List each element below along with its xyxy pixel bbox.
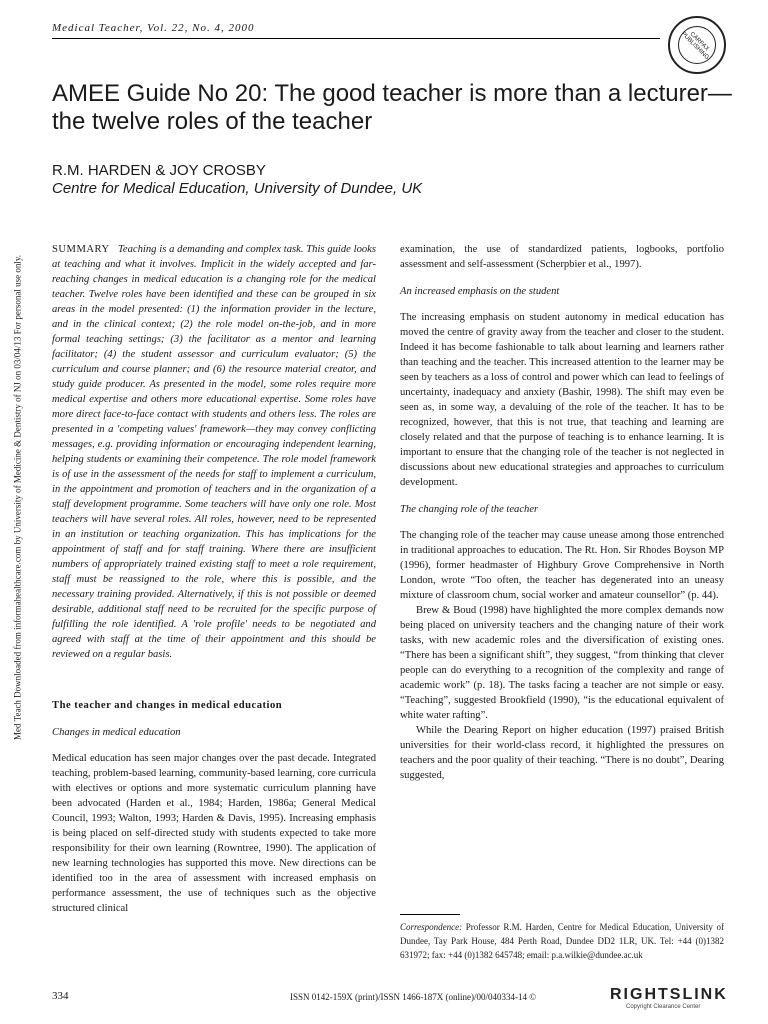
- body-paragraph: While the Dearing Report on higher education (1997) praised British universities for their world-class record, it highlighted the pressures on teachers and the poor quality of their teaching. “There is no doubt”, Dearing suggested,: [400, 725, 724, 781]
- rightslink-subtitle: Copyright Clearance Center: [626, 1004, 701, 1010]
- issn-line: ISSN 0142-159X (print)/ISSN 1466-187X (online)/00/040334-14 ©: [290, 992, 537, 1002]
- page-number: 334: [52, 990, 69, 1002]
- summary-label: SUMMARY: [52, 244, 110, 255]
- left-column: [52, 242, 376, 916]
- article-authors: R.M. HARDEN & JOY CROSBY: [52, 162, 266, 179]
- body-paragraph: The changing role of the teacher may cause unease among those entrenched in traditional approaches to education. The Rt. Hon. Sir Rhodes Boyson MP (1996), former headmaster of Highbury Grove Comprehensive in North London, wrote “Too often, the teacher has degenerated into an uneasy mixture of classroom chum, social worker and amateur counsellor” (p. 44).: [400, 530, 724, 601]
- right-column: [400, 242, 724, 783]
- footnote-label: Correspondence:: [400, 922, 463, 932]
- journal-citation: Medical Teacher, Vol. 22, No. 4, 2000: [52, 22, 255, 34]
- publisher-logo-text: CARFAX PUBLISHING: [679, 31, 710, 62]
- footnote-text: Professor R.M. Harden, Centre for Medical Education, University of Dundee, Tay Park House, 484 Perth Road, Dundee DD2 1LR, UK. Tel: +44 (0)1382 631972; fax: +44 (0)1382 645748; email: p.a.wilkie@dundee.ac.uk: [400, 922, 724, 960]
- article-affiliation: Centre for Medical Education, University of Dundee, UK: [52, 180, 423, 197]
- continuation-paragraph: examination, the use of standardized patients, logbooks, portfolio assessment and self-assessment (Scherpbier et al., 1997).: [400, 244, 724, 270]
- rightslink-logo: RIGHTSLINK: [610, 986, 728, 1003]
- download-notice: Med Teach Downloaded from informahealthcare.com by University of Medicine & Dentistry of NJ on 03/04/13 For personal use only.: [12, 254, 23, 740]
- correspondence-footnote: [400, 920, 724, 962]
- article-title: AMEE Guide No 20: The good teacher is more than a lecturer—the twelve roles of the teacher: [52, 80, 732, 135]
- body-paragraph: Brew & Boud (1998) have highlighted the more complex demands now being placed on university teachers and the changing nature of their work tasks, with new academic roles and the diversification of existing ones. “There has been a significant shift”, they suggest, “from thinking that clever people can do everything to a recognition of the complexity and range of academic work” (p. 18). The tasks facing a teacher are not simple or easy. “Teaching”, suggested Brookfield (1990), “is the educational equivalent of white water rafting”.: [400, 605, 724, 721]
- body-paragraph: The increasing emphasis on student autonomy in medical education has moved the centre of gravity away from the teacher and closer to the student. Indeed it has become fashionable to talk about learning and learners rather than teaching and the teacher. This increased attention to the learner may be seen by teachers as a loss of control and power which can lead to feelings of uncertainty, inadequacy and anxiety (Bashir, 1998). The shift may even be seen as, in some way, a devaluing of the role of the teacher. It has to be recognized, however, that this is not true, that teaching and learning are closely related and that the purpose of teaching is to enhance learning. It is important to ensure that the changing role of the teacher is not neglected in discussions about new educational strategies and approaches to curriculum development.: [400, 312, 724, 488]
- body-paragraph: Medical education has seen major changes over the past decade. Integrated teaching, problem-based learning, community-based learning, core curricula with electives or options and more systematic curriculum planning have been advocated (Harden et al., 1984; Harden, 1986a; General Medical Council, 1993; Walton, 1993; Harden & Davis, 1995). Increasing emphasis is being placed on self-directed study with students expected to take more responsibility for their own learning (Rowntree, 1990). The application of new learning technologies has supported this move. New directions can be identified too in the area of assessment with increased emphasis on performance assessment, the use of techniques such as the objective structured clinical: [52, 753, 376, 914]
- subheading-changes: Changes in medical education: [52, 727, 181, 738]
- publisher-logo: [668, 16, 726, 74]
- subheading-student: An increased emphasis on the student: [400, 286, 560, 297]
- section-heading: The teacher and changes in medical education: [52, 700, 283, 711]
- download-sidebar: [4, 254, 32, 740]
- subheading-teacher: The changing role of the teacher: [400, 504, 539, 515]
- summary-paragraph: [52, 242, 376, 662]
- footnote-rule: [400, 914, 460, 915]
- header-rule: [52, 38, 660, 39]
- summary-text: Teaching is a demanding and complex task. This guide looks at teaching and what it involves. Implicit in the widely accepted and far-reaching changes in medical education is a changing role for the medical teacher. Twelve roles have been identified and these can be grouped in six areas in the model presented: (1) the information provider in the lecture, and in the clinical context; (2) the role model on-the-job, and in more formal teaching settings; (3) the facilitator as a mentor and learning facilitator; (4) the student assessor and curriculum evaluator; (5) the curriculum and course planner; and (6) the resource material creator, and study guide producer. As presented in the model, some roles require more medical expertise and others more educational expertise. Some roles have more direct face-to-face contact with students and others less. The roles are presented in a 'competing values' framework—they may convey conflicting messages, e.g. providing information or encouraging independent learning, helping students or examining their competence. The role model framework is of use in the assessment of the needs for staff to implement a curriculum, in the appointment and promotion of teachers and in the organization of a staff development programme. Some teachers will have only one role. Most teachers will have several roles. All roles, however, need to be represented in an institution or teaching organization. This has implications for the appointment of staff and for staff training. Where there are insufficient numbers of appropriately trained existing staff to meet a role requirement, staff must be reassigned to the role, where this is possible, and the necessary training provided. Alternatively, if this is not possible or deemed desirable, additional staff need to be recruited for the specific purpose of fulfilling the role identified. A 'role profile' needs to be negotiated and agreed with staff at the time of their appointment and this should be reviewed on a regular basis.: [52, 244, 376, 660]
